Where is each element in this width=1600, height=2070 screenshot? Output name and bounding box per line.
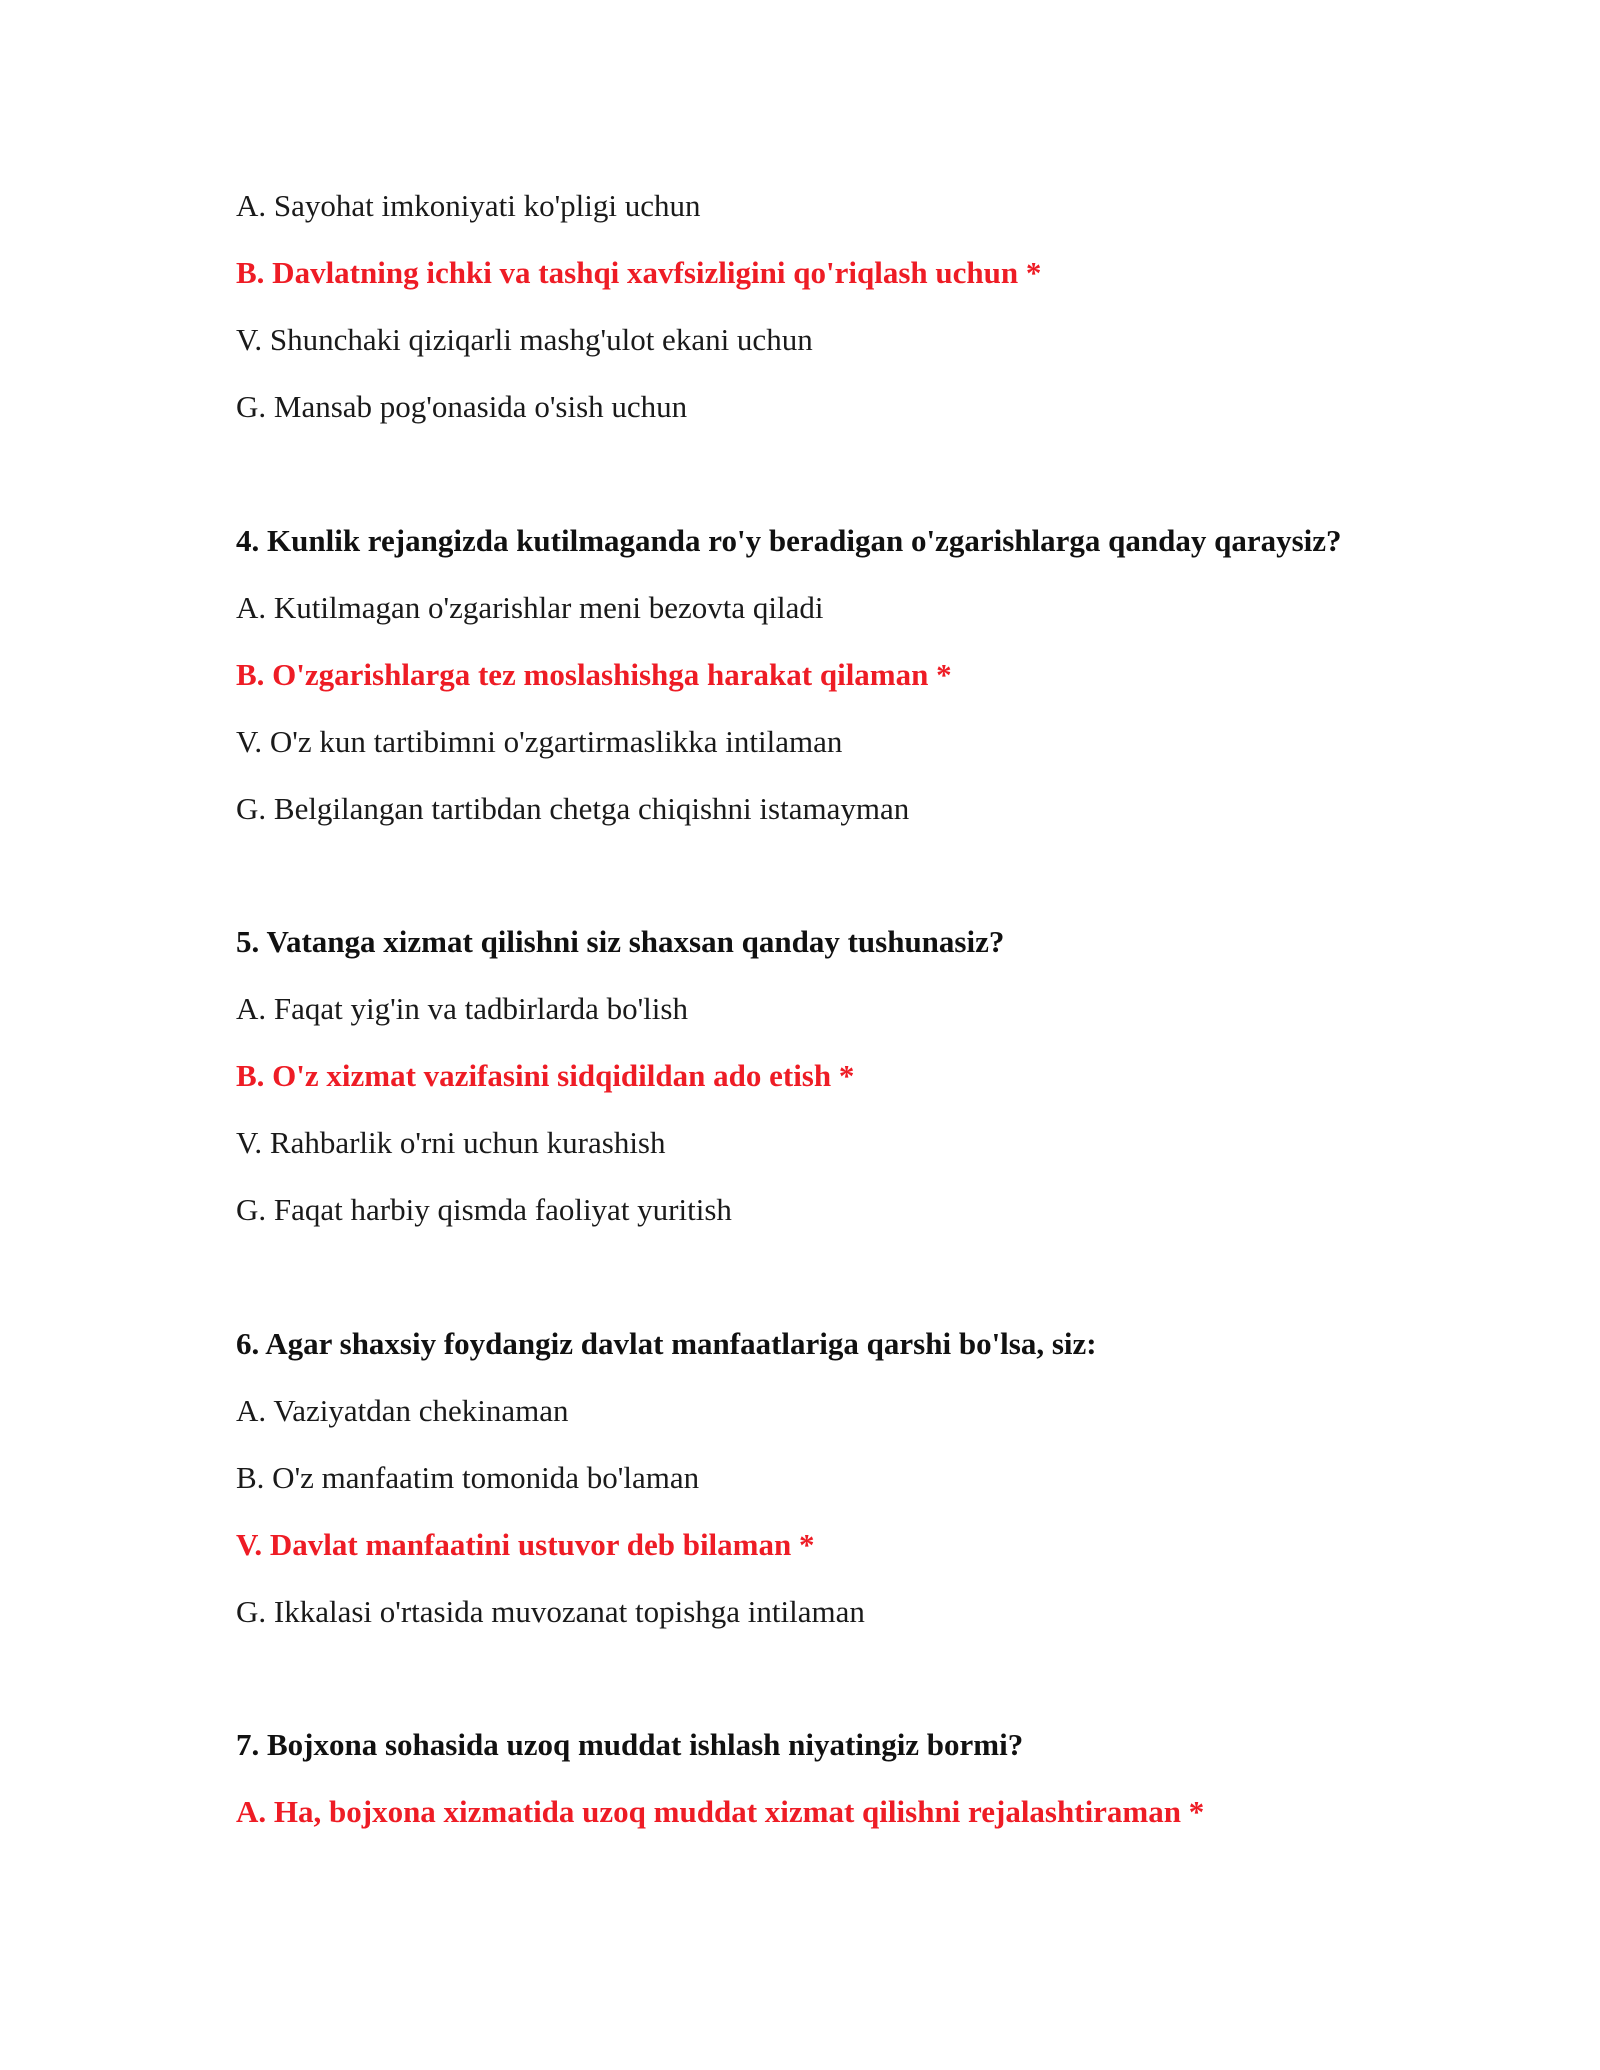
correct-answer-option: B. Davlatning ichki va tashqi xavfsizligini qo'riqlash uchun * xyxy=(236,255,1042,290)
question-7: 7. Bojxona sohasida uzoq muddat ishlash niyatingiz bormi? xyxy=(236,1727,1024,1762)
answer-option: V. Shunchaki qiziqarli mashg'ulot ekani uchun xyxy=(236,322,813,357)
answer-option: A. Vaziyatdan chekinaman xyxy=(236,1393,569,1428)
answer-option: A. Faqat yig'in va tadbirlarda bo'lish xyxy=(236,991,688,1026)
correct-answer-option: V. Davlat manfaatini ustuvor deb bilaman * xyxy=(236,1527,815,1562)
answer-option: G. Belgilangan tartibdan chetga chiqishni istamayman xyxy=(236,791,910,826)
correct-answer-option: A. Ha, bojxona xizmatida uzoq muddat xizmat qilishni rejalashtiraman * xyxy=(236,1794,1205,1829)
answer-option: V. O'z kun tartibimni o'zgartirmaslikka intilaman xyxy=(236,724,843,759)
answer-option: G. Mansab pog'onasida o'sish uchun xyxy=(236,389,688,424)
answer-option: A. Kutilmagan o'zgarishlar meni bezovta qiladi xyxy=(236,590,824,625)
question-6: 6. Agar shaxsiy foydangiz davlat manfaatlariga qarshi bo'lsa, siz: xyxy=(236,1326,1097,1361)
answer-option: B. O'z manfaatim tomonida bo'laman xyxy=(236,1460,700,1495)
correct-answer-option: B. O'z xizmat vazifasini sidqidildan ado etish * xyxy=(236,1058,855,1093)
answer-option: A. Sayohat imkoniyati ko'pligi uchun xyxy=(236,188,701,223)
answer-option: G. Faqat harbiy qismda faoliyat yuritish xyxy=(236,1192,732,1227)
correct-answer-option: B. O'zgarishlarga tez moslashishga harakat qilaman * xyxy=(236,657,952,692)
answer-option: G. Ikkalasi o'rtasida muvozanat topishga intilaman xyxy=(236,1594,865,1629)
question-4: 4. Kunlik rejangizda kutilmaganda ro'y beradigan o'zgarishlarga qanday qaraysiz? xyxy=(236,523,1342,558)
question-5: 5. Vatanga xizmat qilishni siz shaxsan qanday tushunasiz? xyxy=(236,924,1005,959)
answer-option: V. Rahbarlik o'rni uchun kurashish xyxy=(236,1125,666,1160)
